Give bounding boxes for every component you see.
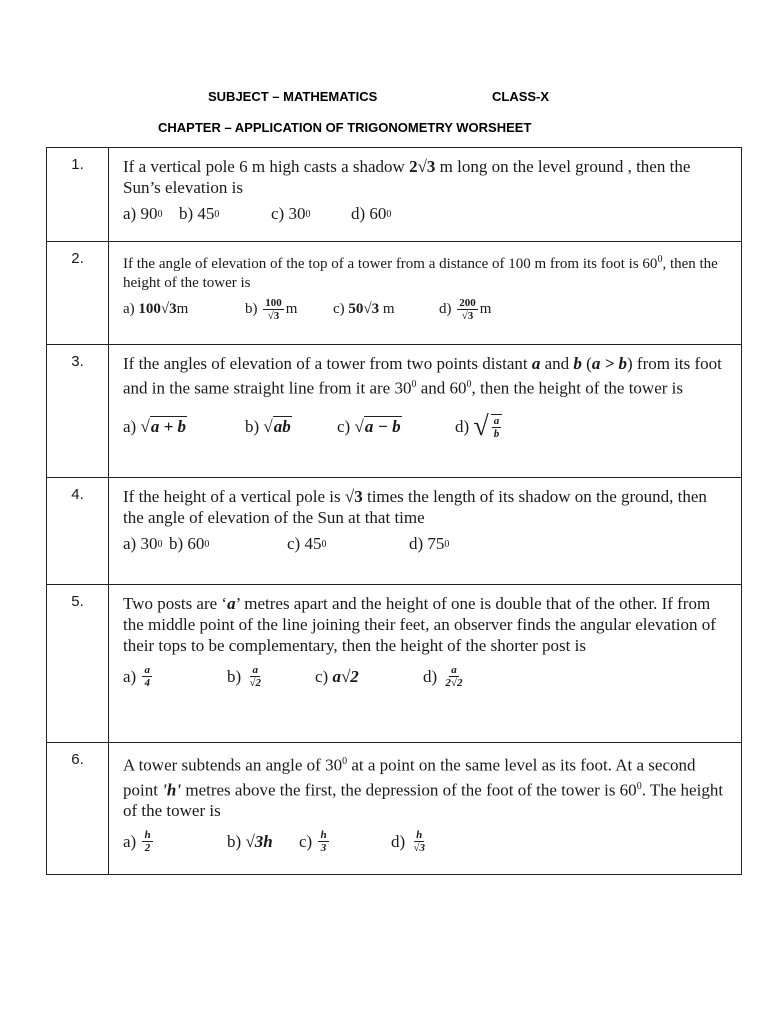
class-heading: CLASS-X bbox=[492, 89, 550, 104]
options bbox=[123, 664, 731, 689]
question-row-4 bbox=[47, 478, 742, 585]
option-b: b) √ ab bbox=[245, 416, 291, 437]
question-text: If the angle of elevation of the top of a tower from a distance of 100 m from its foot is $60^0$, then the height of the tower is bbox=[123, 254, 718, 291]
question-text: A tower subtends an angle of $30^0$ at a point on the same level as its foot. At a second point 'h' metres above the first, the depression of the foot of the tower is $60^0$. The height of the tower is bbox=[123, 755, 724, 821]
question-number: 5. bbox=[47, 585, 109, 743]
question-number: 2. bbox=[47, 242, 109, 345]
options bbox=[123, 410, 731, 442]
question-row-2 bbox=[47, 242, 742, 345]
question-row-6 bbox=[47, 743, 742, 875]
option-c: c) 50√3 m bbox=[333, 301, 395, 317]
option-d: d) $\frac{a}{2√2}$ bbox=[423, 664, 463, 689]
option-c: c) a√2 bbox=[315, 666, 359, 686]
option-c: c) √ a − b bbox=[337, 416, 401, 437]
question-text-part: , then the height of the tower is bbox=[123, 256, 718, 291]
question-row-3 bbox=[47, 345, 742, 478]
options bbox=[123, 297, 731, 322]
math-expression: 2√3 bbox=[409, 157, 436, 176]
option-b: b) 45 0 bbox=[179, 204, 220, 223]
option-b: b) √3h bbox=[227, 831, 273, 851]
option-a: a) 100√3 m bbox=[123, 301, 189, 317]
subject-heading: SUBJECT – MATHEMATICS bbox=[208, 89, 378, 104]
question-row-1 bbox=[47, 148, 742, 242]
question-number: 1. bbox=[47, 148, 109, 242]
option-c: c) $\frac{h}{3}$ bbox=[299, 829, 327, 855]
option-d: d) √ $\frac{a}{b}$ bbox=[455, 413, 504, 441]
options bbox=[123, 534, 731, 554]
option-a: a) $\frac{h}{2}$ bbox=[123, 829, 151, 855]
question-cell bbox=[109, 585, 742, 743]
question-cell bbox=[109, 148, 742, 242]
option-d: d) $\frac{200}{√3}$ m bbox=[439, 297, 492, 322]
question-cell bbox=[109, 478, 742, 585]
question-text-part: If a vertical pole 6 m high casts a shadow bbox=[123, 157, 410, 176]
question-text-part: m long on the level ground , then the Sun’s elevation is bbox=[123, 157, 691, 197]
option-d: d) $\frac{h}{√3}$ bbox=[391, 829, 425, 855]
option-a: a) 90 0 bbox=[123, 204, 163, 223]
options bbox=[123, 204, 731, 224]
option-b: b) 60 0 bbox=[169, 534, 210, 553]
question-text: Two posts are ‘a’ metres apart and the height of one is double that of the other. If from the middle point of the line joining their feet, an observer finds the angular elevation of their tops to be complementary, then the height of the shorter post is bbox=[123, 594, 716, 655]
option-b: b) $\frac{a}{√2}$ bbox=[227, 664, 261, 689]
question-cell bbox=[109, 743, 742, 875]
question-cell bbox=[109, 242, 742, 345]
options bbox=[123, 829, 731, 854]
worksheet-table bbox=[46, 147, 742, 875]
question-number: 4. bbox=[47, 478, 109, 585]
option-a: a) 30 0 bbox=[123, 534, 163, 553]
option-d: d) 60 0 bbox=[351, 204, 392, 223]
question-text: If the height of a vertical pole is √3 times the length of its shadow on the ground, then the angle of elevation of the Sun at that time bbox=[123, 487, 707, 527]
question-text: If the angles of elevation of a tower from two points distant a and b (a > b) from its foot and in the same straight line from it are $30^0$ and $60^0$, then the height of the tower is bbox=[123, 354, 722, 398]
option-a: a) √ a + b bbox=[123, 416, 186, 437]
option-c: c) 45 0 bbox=[287, 534, 327, 553]
question-number: 6. bbox=[47, 743, 109, 875]
question-number: 3. bbox=[47, 345, 109, 478]
question-text-part: If the angle of elevation of the top of a tower from a distance of 100 m from its foot is 60 bbox=[123, 256, 658, 272]
question-cell bbox=[109, 345, 742, 478]
option-c: c) 30 0 bbox=[271, 204, 311, 223]
question-row-5 bbox=[47, 585, 742, 743]
option-d: d) 75 0 bbox=[409, 534, 450, 553]
question-text bbox=[123, 156, 731, 198]
option-a: a) $\frac{a}{4}$ bbox=[123, 664, 150, 689]
chapter-heading: CHAPTER – APPLICATION OF TRIGONOMETRY WORSHEET bbox=[158, 120, 532, 135]
option-b: b) $\frac{100}{√3}$ m bbox=[245, 297, 298, 322]
